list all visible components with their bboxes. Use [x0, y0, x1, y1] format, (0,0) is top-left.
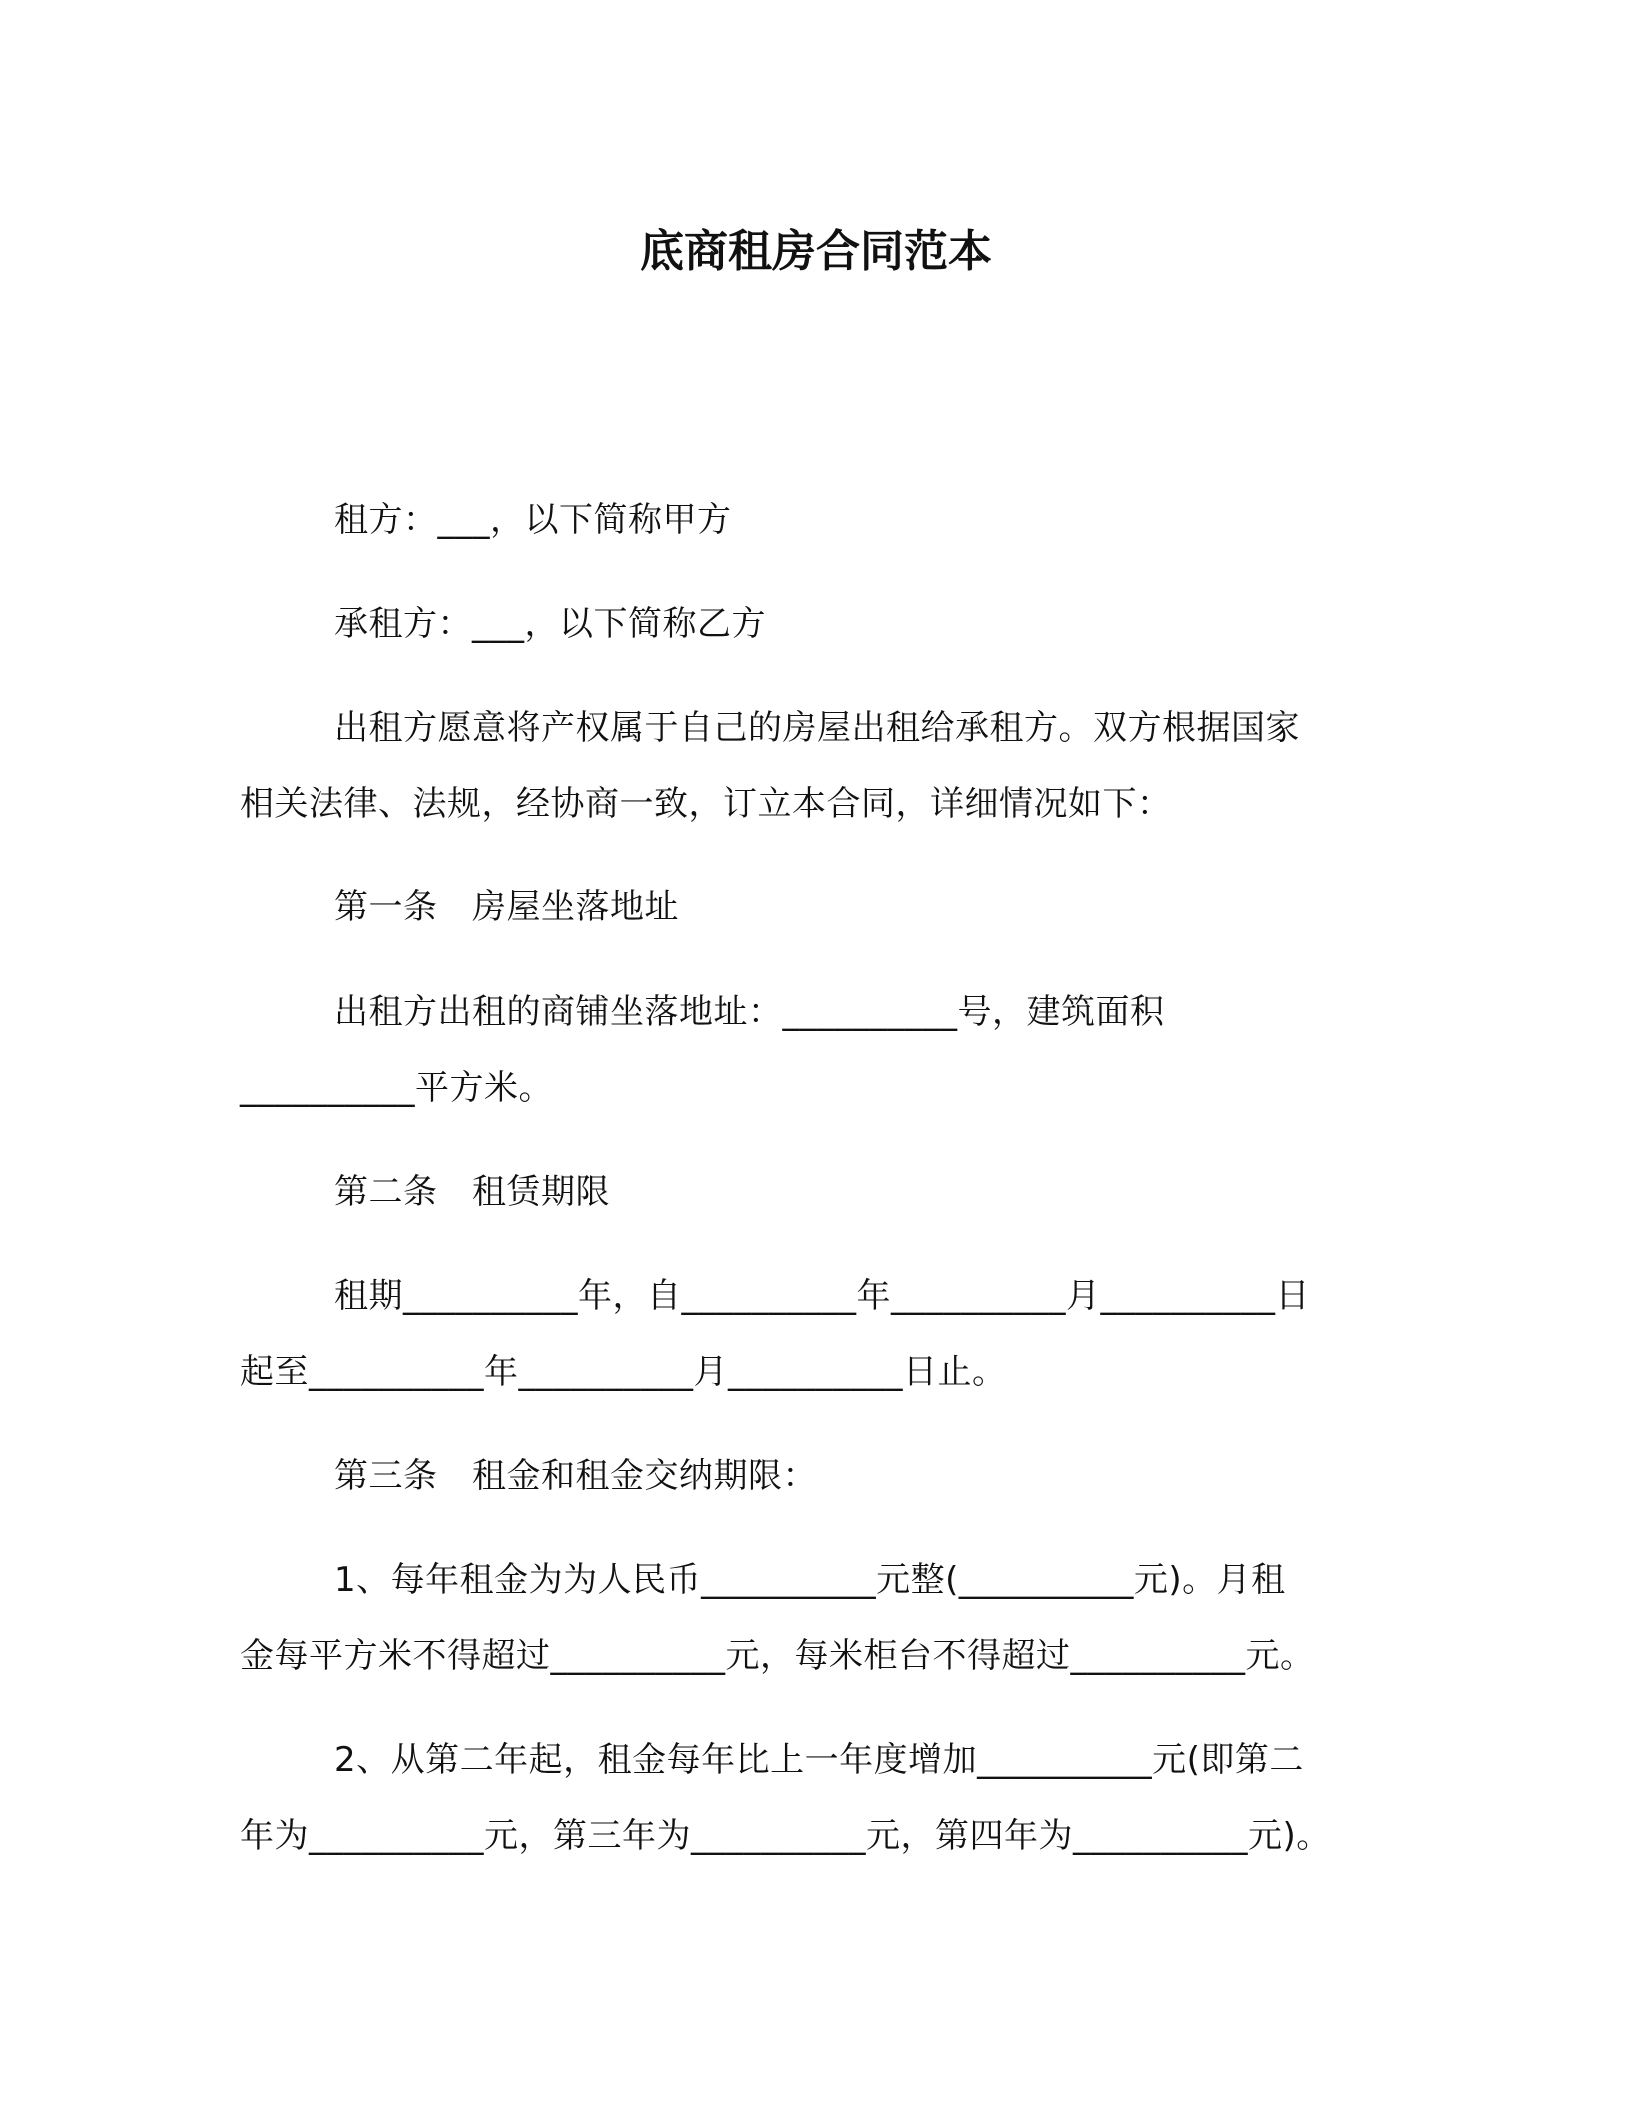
article-3-item-1-line-2: 金每平方米不得超过__________元，每米柜台不得超过__________元。	[240, 1636, 1315, 1676]
article-3-item-1-line-1: 1、每年租金为为人民币__________元整(__________元)。月租	[334, 1560, 1286, 1600]
intro-paragraph-line-1: 出租方愿意将产权属于自己的房屋出租给承租方。双方根据国家	[334, 708, 1300, 748]
article-1-text-line-2: __________平方米。	[240, 1068, 553, 1108]
article-2-text-line-2: 起至__________年__________月__________日止。	[240, 1352, 1007, 1392]
article-3-heading: 第三条 租金和租金交纳期限：	[334, 1456, 817, 1496]
lessee-line: 承租方：___，以下简称乙方	[334, 604, 766, 644]
article-1-text-line-1: 出租方出租的商铺坐落地址：__________号，建筑面积	[334, 992, 1165, 1032]
article-2-heading: 第二条 租赁期限	[334, 1172, 610, 1212]
article-3-item-2-line-1: 2、从第二年起，租金每年比上一年度增加__________元(即第二	[334, 1740, 1304, 1780]
lessor-line: 租方：___，以下简称甲方	[334, 500, 732, 540]
article-3-item-2-line-2: 年为__________元，第三年为__________元，第四年为__________元)。	[240, 1816, 1331, 1856]
article-1-heading: 第一条 房屋坐落地址	[334, 887, 679, 927]
document-title: 底商租房合同范本	[640, 226, 992, 277]
article-2-text-line-1: 租期__________年，自__________年__________月__________日	[334, 1276, 1310, 1316]
intro-paragraph-line-2: 相关法律、法规，经协商一致，订立本合同，详细情况如下：	[240, 784, 1172, 824]
